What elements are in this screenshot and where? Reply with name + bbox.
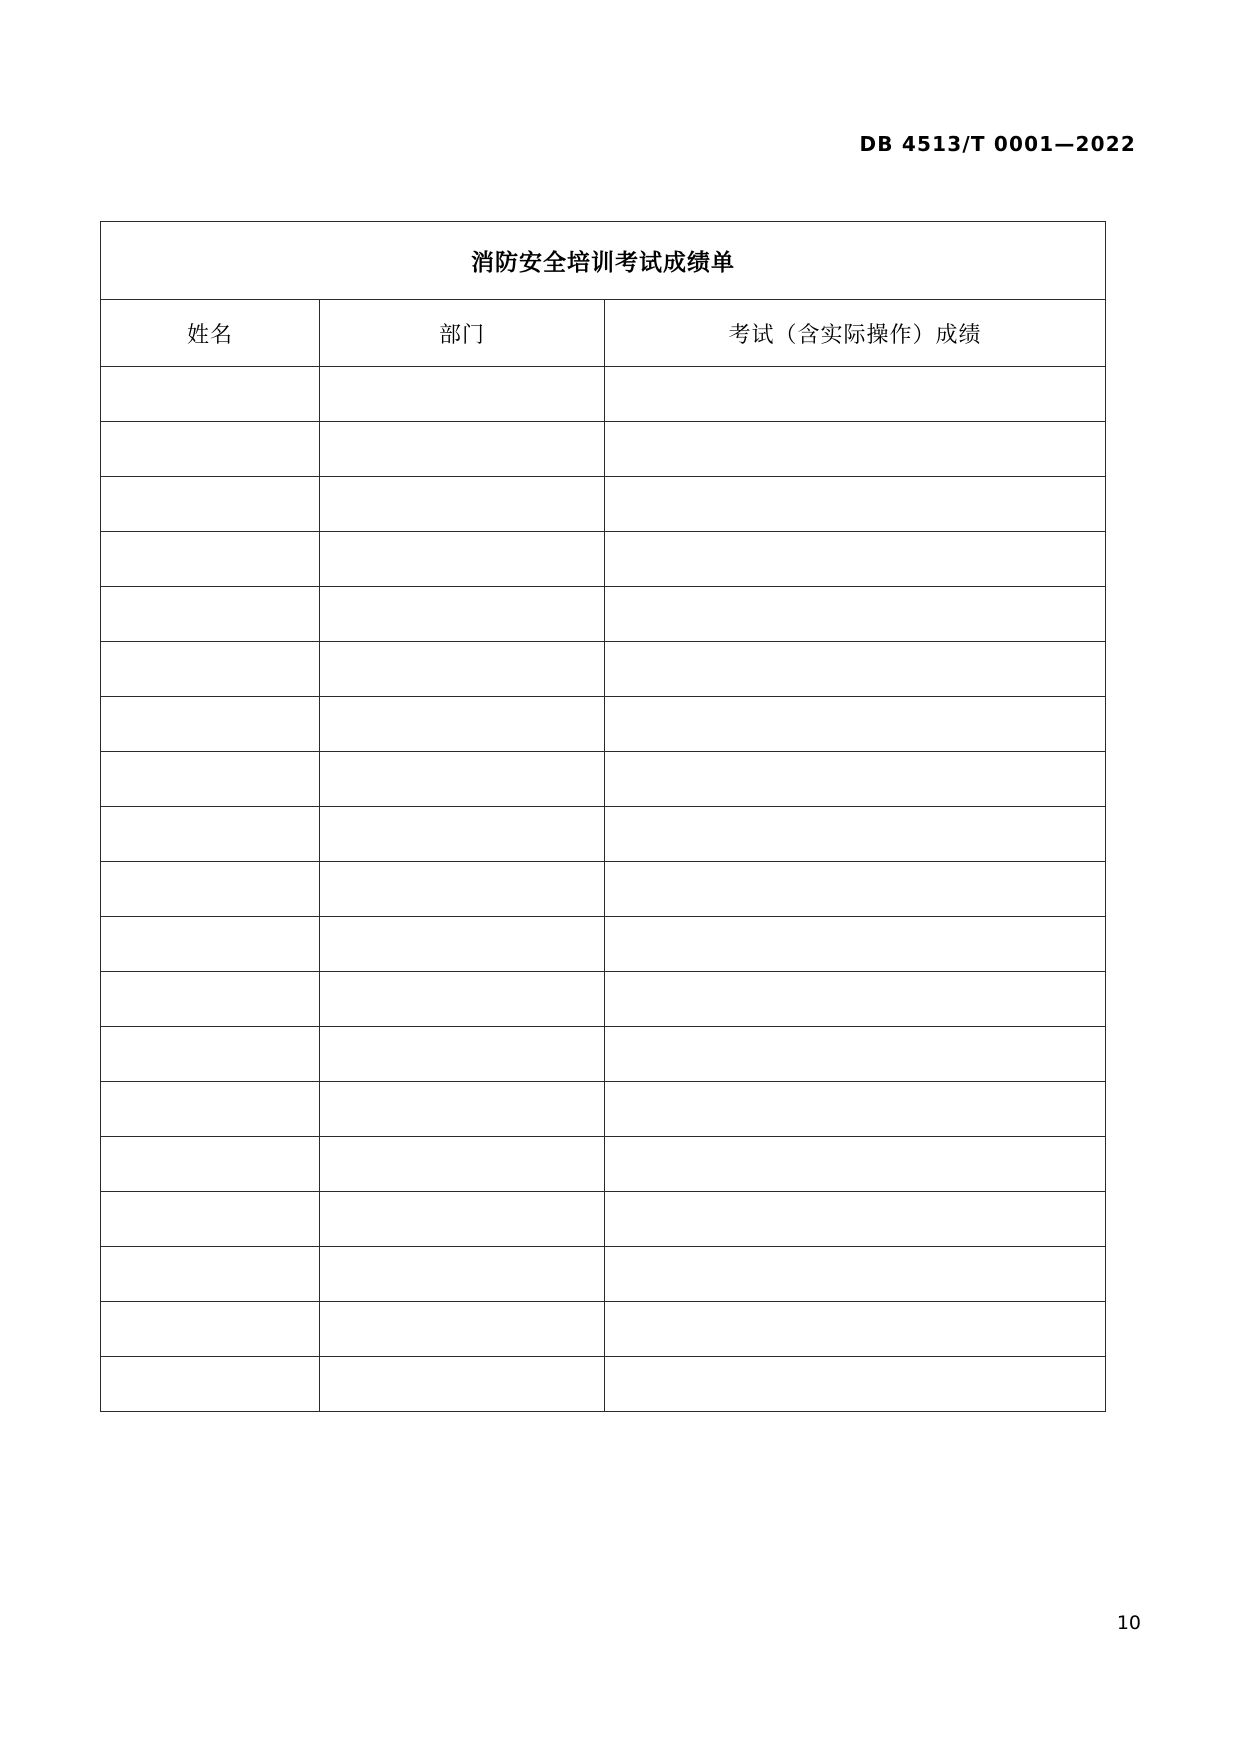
cell-department[interactable] <box>320 1137 605 1192</box>
cell-name[interactable] <box>101 1192 320 1247</box>
cell-score[interactable] <box>605 972 1106 1027</box>
cell-name[interactable] <box>101 752 320 807</box>
cell-name[interactable] <box>101 532 320 587</box>
cell-score[interactable] <box>605 1082 1106 1137</box>
cell-score[interactable] <box>605 1247 1106 1302</box>
cell-department[interactable] <box>320 477 605 532</box>
cell-department[interactable] <box>320 752 605 807</box>
cell-department[interactable] <box>320 862 605 917</box>
cell-department[interactable] <box>320 1357 605 1412</box>
table-row <box>101 532 1106 587</box>
cell-name[interactable] <box>101 587 320 642</box>
table-row <box>101 1027 1106 1082</box>
table-row <box>101 1247 1106 1302</box>
cell-name[interactable] <box>101 1082 320 1137</box>
cell-name[interactable] <box>101 422 320 477</box>
table-header-row <box>101 300 1106 367</box>
table-row <box>101 1137 1106 1192</box>
cell-department[interactable] <box>320 697 605 752</box>
cell-score[interactable] <box>605 367 1106 422</box>
cell-department[interactable] <box>320 1082 605 1137</box>
cell-name[interactable] <box>101 807 320 862</box>
table-title-row <box>101 222 1106 300</box>
cell-name[interactable] <box>101 917 320 972</box>
cell-department[interactable] <box>320 1302 605 1357</box>
table-row <box>101 642 1106 697</box>
cell-department[interactable] <box>320 367 605 422</box>
cell-score[interactable] <box>605 697 1106 752</box>
cell-score[interactable] <box>605 587 1106 642</box>
table-row <box>101 752 1106 807</box>
cell-name[interactable] <box>101 642 320 697</box>
table-row <box>101 862 1106 917</box>
column-header-department: 部门 <box>320 300 605 367</box>
cell-score[interactable] <box>605 752 1106 807</box>
standard-number-header: DB 4513/T 0001—2022 <box>859 132 1136 156</box>
cell-score[interactable] <box>605 1192 1106 1247</box>
table-row <box>101 807 1106 862</box>
cell-name[interactable] <box>101 972 320 1027</box>
cell-department[interactable] <box>320 1247 605 1302</box>
table-row <box>101 1357 1106 1412</box>
cell-name[interactable] <box>101 862 320 917</box>
table-row <box>101 422 1106 477</box>
table-row <box>101 1302 1106 1357</box>
cell-score[interactable] <box>605 862 1106 917</box>
table-row <box>101 697 1106 752</box>
column-header-score: 考试（含实际操作）成绩 <box>605 300 1106 367</box>
page-number: 10 <box>1116 1612 1141 1634</box>
cell-score[interactable] <box>605 1302 1106 1357</box>
cell-score[interactable] <box>605 642 1106 697</box>
cell-department[interactable] <box>320 917 605 972</box>
cell-name[interactable] <box>101 367 320 422</box>
cell-name[interactable] <box>101 477 320 532</box>
training-exam-score-table <box>100 221 1106 1412</box>
table-body <box>101 222 1106 1412</box>
cell-name[interactable] <box>101 697 320 752</box>
cell-department[interactable] <box>320 422 605 477</box>
table-row <box>101 1082 1106 1137</box>
table-row <box>101 917 1106 972</box>
cell-name[interactable] <box>101 1302 320 1357</box>
cell-department[interactable] <box>320 1192 605 1247</box>
table-row <box>101 972 1106 1027</box>
table-row <box>101 1192 1106 1247</box>
table-row <box>101 477 1106 532</box>
cell-score[interactable] <box>605 422 1106 477</box>
cell-score[interactable] <box>605 917 1106 972</box>
cell-department[interactable] <box>320 972 605 1027</box>
cell-name[interactable] <box>101 1137 320 1192</box>
table-row <box>101 367 1106 422</box>
cell-name[interactable] <box>101 1247 320 1302</box>
column-header-name: 姓名 <box>101 300 320 367</box>
cell-score[interactable] <box>605 1027 1106 1082</box>
cell-department[interactable] <box>320 587 605 642</box>
cell-score[interactable] <box>605 477 1106 532</box>
cell-score[interactable] <box>605 532 1106 587</box>
cell-score[interactable] <box>605 1357 1106 1412</box>
cell-score[interactable] <box>605 807 1106 862</box>
cell-department[interactable] <box>320 642 605 697</box>
cell-department[interactable] <box>320 532 605 587</box>
cell-department[interactable] <box>320 807 605 862</box>
cell-name[interactable] <box>101 1027 320 1082</box>
cell-name[interactable] <box>101 1357 320 1412</box>
cell-score[interactable] <box>605 1137 1106 1192</box>
table-title: 消防安全培训考试成绩单 <box>101 222 1106 300</box>
table-row <box>101 587 1106 642</box>
cell-department[interactable] <box>320 1027 605 1082</box>
